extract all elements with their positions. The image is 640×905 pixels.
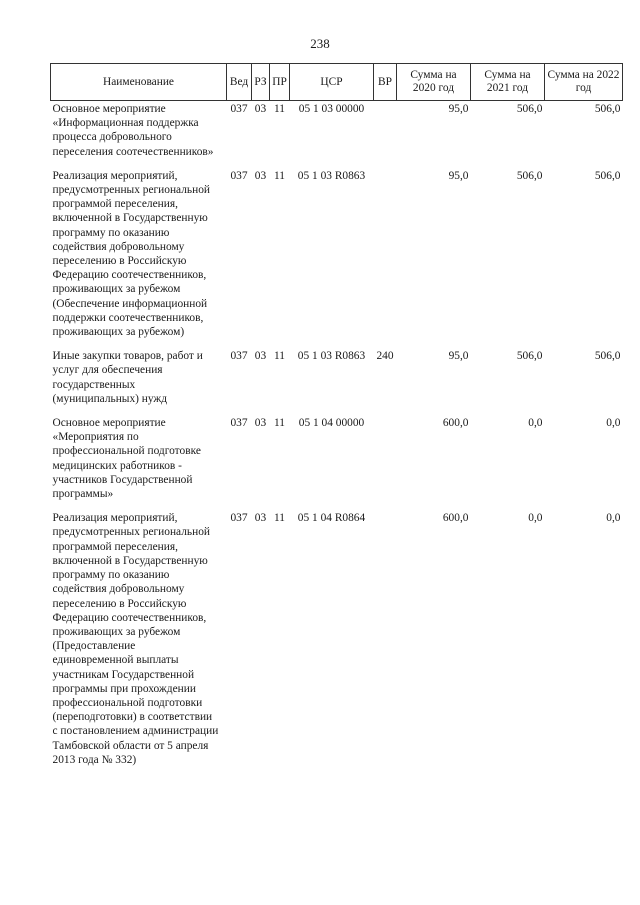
row-pr: 11 (274, 103, 285, 115)
header-rz: РЗ (252, 64, 270, 101)
row-pr: 11 (274, 512, 285, 525)
row-name: Основное мероприятие «Информационная поддержка процесса добровольного переселения соотечественников» (52, 103, 214, 158)
row-csr: 05 1 03 00000 (298, 103, 365, 115)
header-ved: Вед (227, 64, 252, 101)
row-rz: 03 (254, 512, 267, 525)
row-sum-2022: 506,0 (594, 169, 621, 182)
row-csr: 05 1 04 00000 (298, 417, 365, 430)
row-sum-2022: 0,0 (606, 512, 621, 525)
row-ved: 037 (230, 103, 248, 115)
table-row (51, 169, 623, 349)
row-vr (374, 169, 397, 349)
row-vr (374, 511, 397, 777)
row-sum-2020: 95,0 (448, 169, 469, 182)
header-sum-2020: Сумма на 2020 год (397, 64, 471, 101)
row-rz: 03 (254, 103, 267, 115)
row-ved: 037 (230, 350, 248, 363)
header-sum-2021: Сумма на 2021 год (471, 64, 545, 101)
row-sum-2020: 95,0 (448, 350, 469, 363)
row-ved: 037 (230, 512, 248, 525)
row-pr: 11 (274, 350, 285, 363)
row-sum-2021: 506,0 (516, 350, 543, 363)
row-sum-2020: 95,0 (448, 103, 469, 115)
row-sum-2020: 600,0 (442, 417, 469, 430)
table-header (51, 64, 623, 101)
row-rz: 03 (254, 417, 267, 430)
budget-table (50, 63, 623, 777)
row-vr (374, 416, 397, 511)
row-name: Основное мероприятие «Мероприятия по профессиональной подготовке медицинских работников - участников Государственной программы» (52, 417, 201, 501)
row-name: Иные закупки товаров, работ и услуг для обеспечения государственных (муниципальных) нужд (52, 350, 203, 405)
row-ved: 037 (230, 169, 248, 182)
row-vr (374, 101, 397, 169)
row-rz: 03 (254, 350, 267, 363)
row-name: Реализация мероприятий, предусмотренных региональной программой переселения, включенной в Государственную программу по оказанию содействия добровольному переселению в Российскую Федерацию соотечественников, проживающих за рубежом (Обеспечение информационной поддержки соотечественников, проживающих за рубежом) (52, 169, 210, 339)
row-sum-2020: 600,0 (442, 512, 469, 525)
row-rz: 03 (254, 169, 267, 182)
row-pr: 11 (274, 417, 285, 430)
row-sum-2021: 0,0 (528, 512, 543, 525)
row-csr: 05 1 03 R0863 (297, 169, 366, 182)
row-ved: 037 (230, 417, 248, 430)
row-sum-2021: 0,0 (528, 417, 543, 430)
table-row (51, 101, 623, 169)
row-sum-2021: 506,0 (516, 169, 543, 182)
header-sum-2022: Сумма на 2022 год (545, 64, 623, 101)
page-number: 238 (310, 36, 330, 51)
row-sum-2022: 506,0 (594, 350, 621, 363)
row-csr: 05 1 04 R0864 (297, 512, 366, 525)
row-sum-2022: 0,0 (606, 417, 621, 430)
row-sum-2022: 506,0 (594, 103, 621, 115)
row-name: Реализация мероприятий, предусмотренных региональной программой переселения, включенной в Государственную программу по оказанию содействия добровольному переселению в Российскую Федерацию соотечественников, проживающих за рубежом (Предоставление единовременной выплаты участникам Государственной программы при прохождении профессиональной подготовки (переподготовки) в соответствии с постановлением администрации Тамбовской области от 5 апреля 2013 года № 332) (52, 512, 219, 766)
row-pr: 11 (274, 169, 285, 182)
row-csr: 05 1 03 R0863 (297, 350, 366, 363)
header-name: Наименование (51, 64, 227, 101)
header-csr: ЦСР (290, 64, 374, 101)
table-row (51, 511, 623, 777)
table-row (51, 416, 623, 511)
row-vr: 240 (376, 350, 394, 363)
header-pr: ПР (270, 64, 290, 101)
header-vr: ВР (374, 64, 397, 101)
row-sum-2021: 506,0 (516, 103, 543, 115)
table-row (51, 349, 623, 416)
